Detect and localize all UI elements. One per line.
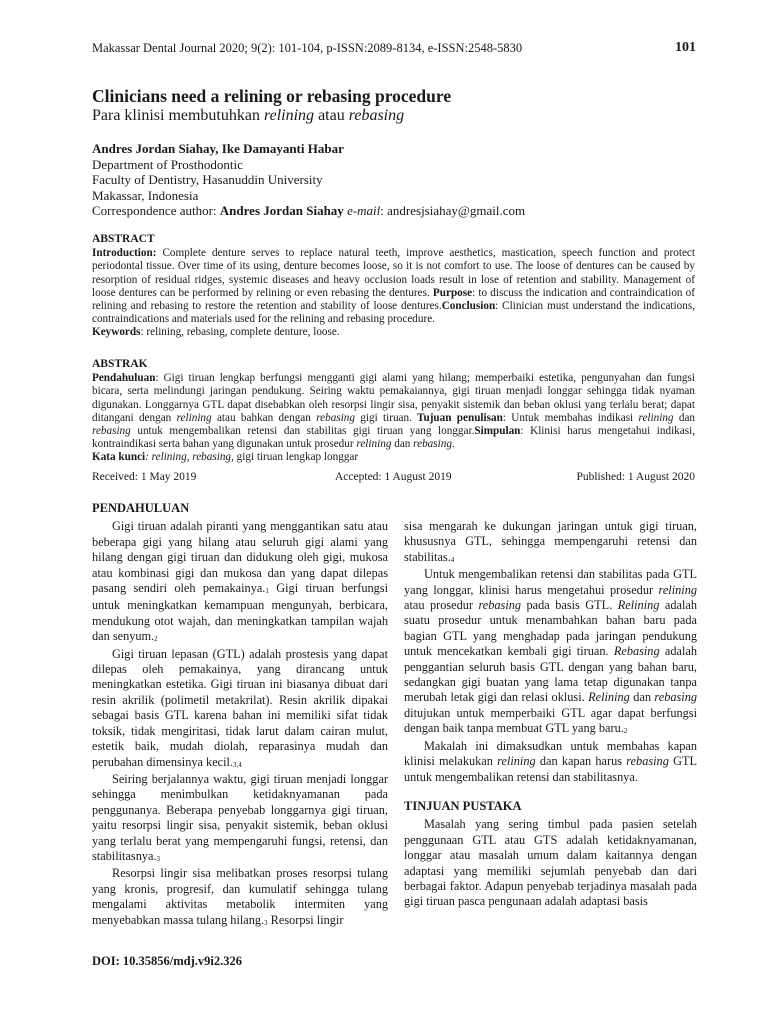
doi[interactable]: DOI: 10.35856/mdj.v9i2.326 xyxy=(92,954,242,968)
department: Department of Prosthodontic xyxy=(92,156,243,172)
section-heading-pendahuluan: PENDAHULUAN xyxy=(92,501,190,515)
paragraph: Untuk mengembalikan retensi dan stabilitas pada GTL yang longgar, klinisi harus mengetahui prosedur relining atau prosedur rebasing pada basis GTL. Relining adalah suatu prosedur untuk menambahkan bahan baru pada bagian GTL yang menghadap pada jaringan pendukung untuk mencekatkan kembali gigi tiruan. Rebasing adalah penggantian seluruh basis GTL dengan yang bahan baru, sedangkan gigi buatan yang lama tetap digunakan tanpa merubah letak gigi dan relasi oklusi. Relining dan rebasing ditujukan untuk memperbaiki GTL agar dapat berfungsi dengan baik tanpa membuat GTL yang $baru._2$ xyxy=(404,567,697,736)
author-names: Andres Jordan Siahay, Ike Damayanti Habar xyxy=(92,141,344,156)
abstract-indonesian xyxy=(92,358,695,465)
abstract-body: Introduction: Complete denture serves to replace natural teeth, improve aesthetics, mastication, speech function and protect periodontal tissue. Over time of its using, denture becomes loose, so it is not comfort to use. The loose of dentures can be caused by resorption of residual ridges, systemic diseases and heavy occlusion loads result in lose of retention and stability. Management of loose dentures can be performed by relining or even rebasing the dentures. Purpose: to discuss the indication and contraindication of relining and rebasing to restore the retention and stability of loose dentures.Conclusion: Clinician must understand the indications, contraindications and materials used for the relining and rebasing procedure. xyxy=(92,247,695,326)
date-received: Received: 1 May 2019 xyxy=(92,471,197,483)
email-link[interactable]: : andresjsiahay@gmail.com xyxy=(380,203,526,218)
correspondence: Correspondence author: Andres Jordan Siahay e-mail: andresjsiahay@gmail.com xyxy=(92,203,526,218)
abstrak-body: Pendahuluan: Gigi tiruan lengkap berfungsi mengganti gigi alami yang hilang; memperbaiki estetika, pengunyahan dan fungsi bicara, serta melindungi jaringan pendukung. Seiring waktu pemakaiannya, gigi tiruan menjadi longgar sehingga tidak nyaman digunakan. Longgarnya GTL dapat disebabkan oleh resorpsi lingir sisa, penyakit sistemik dan beban oklusi yang terlalu berat; dapat ditangani dengan relining atau bahkan dengan rebasing gigi tiruan. Tujuan penulisan: Untuk membahas indikasi relining dan rebasing untuk mengembalikan retensi dan stabilitas gigi tiruan yang longgar.Simpulan: Klinisi harus mengetahui indikasi, kontraindikasi serta bahan yang digunakan untuk prosedur relining dan rebasing. xyxy=(92,372,696,451)
running-head: Makassar Dental Journal 2020; 9(2): 101-104, p-ISSN:2089-8134, e-ISSN:2548-5830 xyxy=(92,41,523,55)
paragraph: Masalah yang sering timbul pada pasien setelah penggunaan GTL atau GTS adalah ketidaknyamanan, longgar atau masalah umum dalam kaitannya dengan adaptasi yang memiliki sejumlah penyebab dan dari berbagai faktor. Adapun penyebab terjadinya masalah pada gigi tiruan pasca pengunaan adalah adaptasi basis xyxy=(404,817,697,909)
paragraph: Seiring berjalannya waktu, gigi tiruan menjadi longgar sehingga menimbulkan ketidaknyamanan pada penggunanya. Beberapa penyebab longgarnya gigi tiruan, yaitu resorpsi lingir sisa, penyakit sistemik, beban oklusi yang terlalu berat yang mempengaruhi fungsi, retensi, dan $stabilitasnya._3$ xyxy=(92,771,388,863)
section-heading-tinjauan: TINJUAN PUSTAKA xyxy=(404,798,522,813)
date-published: Published: 1 August 2020 xyxy=(576,471,695,483)
city: Makassar, Indonesia xyxy=(92,187,199,203)
column-left xyxy=(92,501,388,930)
paragraph: Resorpsi lingir sisa melibatkan proses resorpsi tulang yang kronis, progresif, dan kumulatif sehingga tulang mengalami aktivitas metabolik intermiten yang menyebabkan massa tulang $hilang._3$ Resorpsi lingir xyxy=(92,866,388,927)
abstrak-keywords: Kata kunci: relining, rebasing, gigi tiruan lengkap longgar xyxy=(92,451,359,464)
date-accepted: Accepted: 1 August 2019 xyxy=(335,471,452,483)
page-number: 101 xyxy=(675,40,696,55)
column-right xyxy=(404,519,697,910)
author-affiliation xyxy=(92,141,692,219)
faculty: Faculty of Dentistry, Hasanuddin University xyxy=(92,172,323,187)
abstract-keywords: Keywords: relining, rebasing, complete denture, loose. xyxy=(92,326,340,339)
paragraph: Makalah ini dimaksudkan untuk membahas kapan klinisi melakukan relining dan kapan harus rebasing GTL untuk mengembalikan retensi dan stabilitasnya. xyxy=(404,738,697,784)
article-subtitle: Para klinisi membutuhkan relining atau rebasing xyxy=(92,107,405,124)
abstract-heading: ABSTRACT xyxy=(92,233,155,245)
paragraph: Gigi tiruan adalah piranti yang menggantikan satu atau beberapa gigi yang hilang atau seluruh gigi alami yang hilang dengan gigi tiruan dan didukung oleh gigi, mukosa atau kombinasi gigi dan mukosa dan yang dapat dilepas pasang sendiri oleh $pemakainya._1$ Gigi tiruan berfungsi untuk meningkatkan kemampuan mengunyah, berbicara, mendukung otot wajah, dan meningkatkan tampilan wajah dan $senyum._2$ xyxy=(92,519,388,644)
abstract-english xyxy=(92,233,695,340)
paragraph: Gigi tiruan lepasan (GTL) adalah prostesis yang dapat dilepas oleh pemakainya, yang dirancang untuk meningkatkan estetika. Gigi tiruan ini biasanya dibuat dari resin akrilik (polimetil metakrilat). Resin akrilik dipakai sebagai basis GTL karena bahan ini memiliki sifat tidak toksik, tidak mengiritasi, tidak larut dalam cairan mulut, estetik baik, mudah diolah, reparasinya mudah dan perubahan dimensinya $kecil._{3,4}$ xyxy=(92,646,388,769)
abstrak-heading: ABSTRAK xyxy=(92,358,148,370)
article-title: Clinicians need a relining or rebasing procedure xyxy=(92,86,452,106)
paragraph: sisa mengarah ke dukungan jaringan untuk gigi tiruan, khususnya GTL, sehingga mempengaruhi retensi dan $stabilitas._4$ xyxy=(404,519,697,564)
